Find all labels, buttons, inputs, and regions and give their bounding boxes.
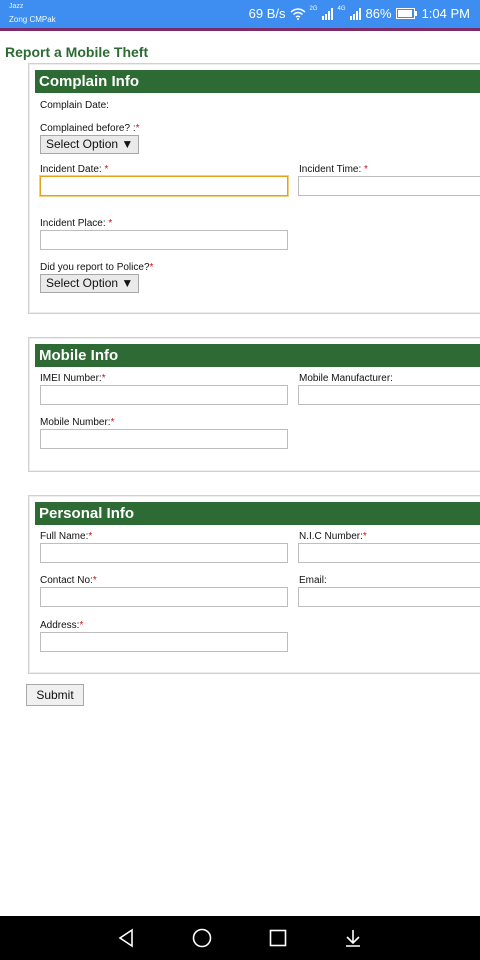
- required-mark: *: [104, 164, 109, 175]
- manufacturer-input[interactable]: [298, 385, 480, 405]
- required-mark: *: [364, 164, 368, 175]
- contact-input[interactable]: [40, 587, 288, 607]
- mobile-number-input[interactable]: [40, 429, 288, 449]
- carrier-2: Zong CMPak: [9, 15, 56, 24]
- incident-time-text: Incident Time:: [299, 164, 365, 175]
- complain-info-section: [28, 63, 480, 314]
- incident-place-input[interactable]: [40, 230, 288, 250]
- complained-before-select[interactable]: Select Option ▼: [40, 135, 139, 154]
- incident-time-label: [299, 164, 368, 175]
- mobile-info-section: [28, 337, 480, 472]
- required-mark: *: [101, 373, 106, 384]
- reported-police-label: [40, 262, 153, 273]
- incident-date-input[interactable]: [40, 176, 288, 196]
- full-name-text: Full Name:: [40, 531, 89, 542]
- personal-info-header: Personal Info: [35, 502, 480, 525]
- complained-before-label: [40, 123, 140, 134]
- required-mark: *: [88, 531, 93, 542]
- network-speed: 69 B/s: [248, 6, 286, 21]
- required-mark: *: [79, 620, 84, 631]
- address-text: Address:: [40, 620, 80, 631]
- mobile-info-header: Mobile Info: [35, 344, 480, 367]
- required-mark: *: [110, 417, 115, 428]
- signal-icon-2: [350, 8, 362, 20]
- mobile-number-label: [40, 417, 115, 428]
- required-mark: *: [149, 262, 154, 273]
- required-mark: *: [362, 531, 367, 542]
- contact-label: [40, 575, 97, 586]
- nic-input[interactable]: [298, 543, 480, 563]
- imei-input[interactable]: [40, 385, 288, 405]
- signal-icon-1: [322, 8, 334, 20]
- incident-time-input[interactable]: [298, 176, 480, 196]
- full-name-label: [40, 531, 92, 542]
- email-input[interactable]: [298, 587, 480, 607]
- carrier-1: Jazz: [9, 3, 24, 10]
- incident-date-label: [40, 164, 108, 175]
- imei-label: [40, 373, 106, 384]
- mobile-number-text: Mobile Number:: [40, 417, 111, 428]
- complained-before-text: Complained before? :: [40, 123, 136, 134]
- notification-pull-icon[interactable]: [341, 926, 365, 950]
- address-input[interactable]: [40, 632, 288, 652]
- full-name-input[interactable]: [40, 543, 288, 563]
- required-mark: *: [108, 218, 113, 229]
- status-right: [249, 6, 470, 21]
- reported-police-text: Did you report to Police?: [40, 262, 150, 273]
- required-mark: *: [92, 575, 97, 586]
- status-bar: [0, 0, 480, 28]
- address-label: [40, 620, 83, 631]
- complain-info-header: Complain Info: [35, 70, 480, 93]
- battery-icon: [396, 8, 418, 19]
- incident-place-text: Incident Place:: [40, 218, 109, 229]
- page-title: Report a Mobile Theft: [5, 44, 149, 60]
- wifi-icon: [290, 8, 306, 20]
- incident-place-label: [40, 218, 112, 229]
- network-type-1: 2G: [309, 6, 318, 12]
- accent-line: [0, 28, 480, 31]
- email-label: Email:: [299, 575, 327, 586]
- personal-info-section: [28, 495, 480, 674]
- submit-button[interactable]: Submit: [26, 684, 84, 706]
- required-mark: *: [135, 123, 140, 134]
- clock: 1:04 PM: [421, 6, 470, 21]
- back-icon[interactable]: [115, 926, 139, 950]
- recents-icon[interactable]: [266, 926, 290, 950]
- incident-date-text: Incident Date:: [40, 164, 105, 175]
- manufacturer-label: Mobile Manufacturer:: [299, 373, 393, 384]
- reported-police-select[interactable]: Select Option ▼: [40, 274, 139, 293]
- battery-percent: 86%: [365, 6, 392, 21]
- complain-date-label: Complain Date:: [40, 100, 109, 111]
- network-type-2: 4G: [337, 6, 346, 12]
- contact-text: Contact No:: [40, 575, 93, 586]
- navigation-bar: [0, 916, 480, 960]
- nic-text: N.I.C Number:: [299, 531, 363, 542]
- home-icon[interactable]: [190, 926, 214, 950]
- imei-text: IMEI Number:: [40, 373, 102, 384]
- nic-label: [299, 531, 367, 542]
